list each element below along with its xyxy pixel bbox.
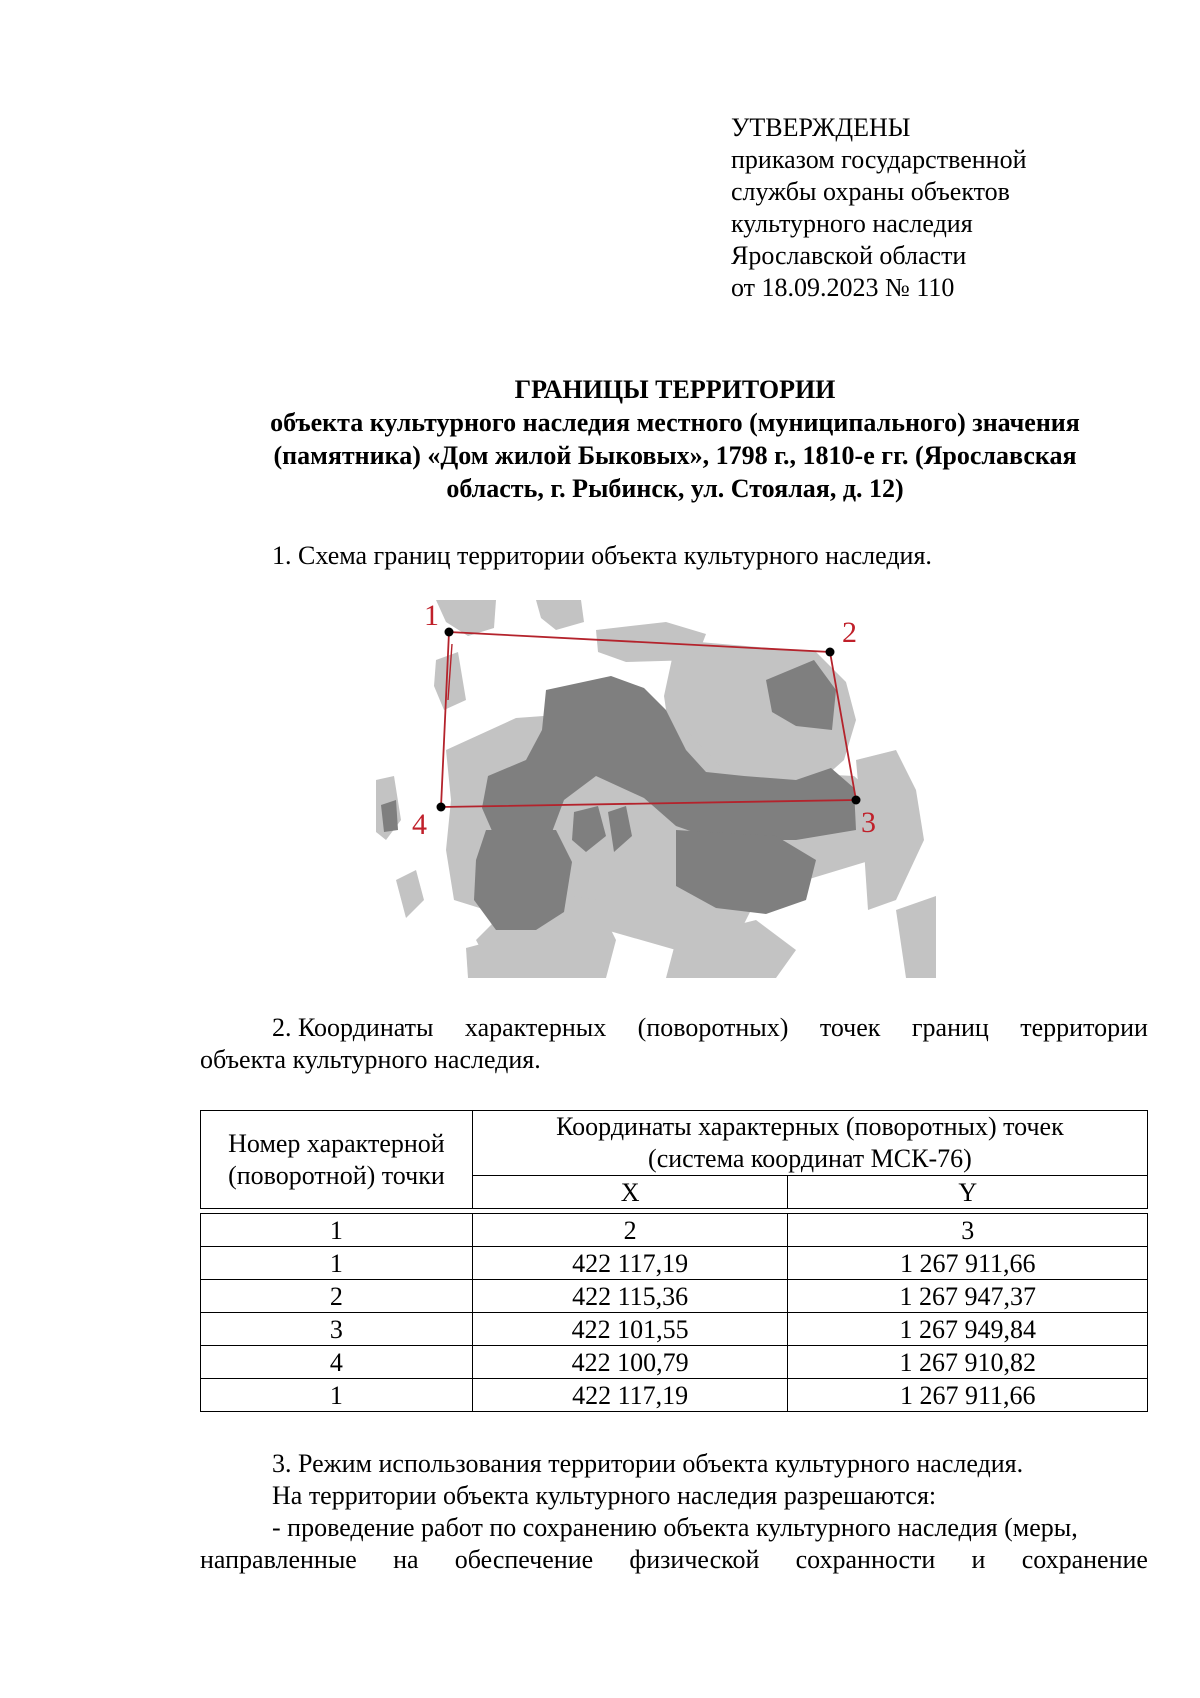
table-cell: 3 (788, 1214, 1148, 1247)
section3-heading: 3. Режим использования территории объекта культурного наследия. (272, 1449, 1024, 1478)
section3-paragraph: На территории объекта культурного наследия разрешаются: (272, 1481, 937, 1510)
table-header-row (201, 1111, 1148, 1176)
title-line: объекта культурного наследия местного (муниципального) значения (270, 408, 1080, 437)
table-row (201, 1280, 1148, 1313)
header-x: X (472, 1176, 788, 1209)
point-number-cell: 1 (201, 1379, 473, 1412)
x-cell: 422 115,36 (472, 1280, 788, 1313)
x-cell: 422 117,19 (472, 1247, 788, 1280)
header-coordinates (472, 1111, 1147, 1176)
approval-block (731, 112, 1026, 304)
section3-paragraph: - проведение работ по сохранению объекта культурного наследия (меры, (272, 1513, 1078, 1542)
boundary-scheme-map (376, 600, 936, 980)
boundary-point (445, 628, 454, 637)
point-number-cell: 4 (201, 1346, 473, 1379)
section2-heading (200, 1012, 1148, 1076)
approval-line: приказом государственной (731, 145, 1027, 174)
approval-line: культурного наследия (731, 209, 973, 238)
title-line: ГРАНИЦЫ ТЕРРИТОРИИ (514, 375, 836, 404)
table-row (201, 1346, 1148, 1379)
point-number-cell: 1 (201, 1247, 473, 1280)
header-coordinates-line1: Координаты характерных (поворотных) точек (556, 1112, 1064, 1141)
document-title (200, 373, 1150, 505)
word: 2. Координаты (272, 1013, 434, 1042)
section3 (200, 1448, 1148, 1576)
approval-line: службы охраны объектов (731, 177, 1010, 206)
table-row (201, 1313, 1148, 1346)
boundary-point (437, 803, 446, 812)
coordinates-table (200, 1110, 1148, 1412)
title-line: область, г. Рыбинск, ул. Стоялая, д. 12) (446, 474, 904, 503)
approval-line: от 18.09.2023 № 110 (731, 273, 955, 302)
y-cell: 1 267 910,82 (788, 1346, 1148, 1379)
x-cell: 422 100,79 (472, 1346, 788, 1379)
point-label-1: 1 (424, 600, 439, 632)
word: сохранение (1021, 1545, 1148, 1574)
word: на (393, 1545, 419, 1574)
y-cell: 1 267 911,66 (788, 1247, 1148, 1280)
word: сохранности (795, 1545, 936, 1574)
section2-heading-line1 (200, 1012, 1148, 1044)
word: физической (629, 1545, 760, 1574)
table-row (201, 1247, 1148, 1280)
x-cell: 422 101,55 (472, 1313, 788, 1346)
point-label-4: 4 (412, 808, 427, 841)
word: точек (819, 1013, 881, 1042)
y-cell: 1 267 911,66 (788, 1379, 1148, 1412)
word: и (971, 1545, 986, 1574)
table-row (201, 1379, 1148, 1412)
section1-heading: 1. Схема границ территории объекта культурного наследия. (272, 541, 932, 570)
table-numbering-row (201, 1214, 1148, 1247)
word: территории (1020, 1013, 1148, 1042)
word: границ (911, 1013, 989, 1042)
section2-heading-line2: объекта культурного наследия. (200, 1045, 541, 1074)
title-line: (памятника) «Дом жилой Быковых», 1798 г., 1810-е гг. (Ярославская (273, 441, 1077, 470)
approval-line: Ярославской области (731, 241, 967, 270)
section3-paragraph-justified (200, 1544, 1148, 1576)
point-number-cell: 3 (201, 1313, 473, 1346)
word: характерных (464, 1013, 607, 1042)
point-label-3: 3 (861, 806, 876, 839)
point-label-2: 2 (842, 616, 857, 649)
point-number-cell: 2 (201, 1280, 473, 1313)
table-cell: 1 (201, 1214, 473, 1247)
word: (поворотных) (637, 1013, 789, 1042)
boundary-point (852, 796, 861, 805)
boundary-point (826, 648, 835, 657)
header-point-number: Номер характерной (поворотной) точки (201, 1111, 473, 1209)
y-cell: 1 267 947,37 (788, 1280, 1148, 1313)
header-coordinates-line2: (система координат МСК-76) (648, 1144, 972, 1173)
header-y: Y (788, 1176, 1148, 1209)
x-cell: 422 117,19 (472, 1379, 788, 1412)
word: направленные (200, 1545, 357, 1574)
word: обеспечение (454, 1545, 594, 1574)
y-cell: 1 267 949,84 (788, 1313, 1148, 1346)
approval-line: УТВЕРЖДЕНЫ (731, 113, 911, 142)
table-cell: 2 (472, 1214, 788, 1247)
